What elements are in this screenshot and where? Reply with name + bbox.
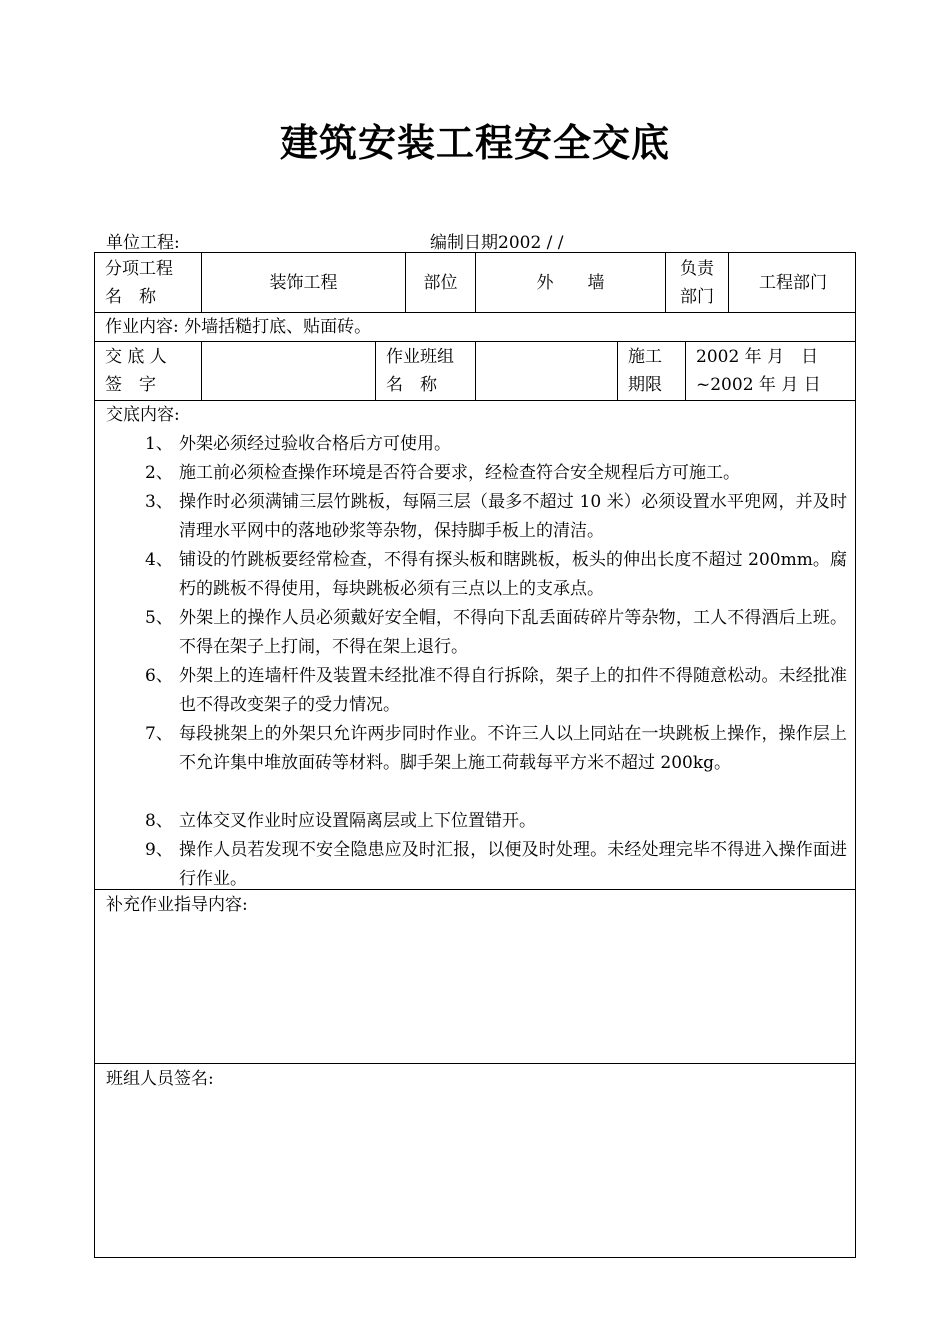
sub-project-label-line1: 分项工程 (105, 259, 173, 279)
work-team-label-line1: 作业班组 (386, 347, 454, 367)
position-label: 部位 (423, 272, 458, 293)
construction-period-label (618, 343, 685, 400)
briefing-item-number: 1、 (145, 434, 173, 454)
briefing-item-number: 7、 (145, 724, 173, 744)
construction-period-end: ~2002 年 月 日 (696, 375, 821, 395)
construction-period-label-line2: 期限 (628, 375, 662, 395)
document-title: 建筑安装工程安全交底 (279, 120, 670, 165)
briefing-item-text: 外架上的连墙杆件及装置未经批准不得自行拆除，架子上的扣件不得随意松动。未经批准也不得改变架子的受力情况。 (179, 666, 847, 715)
row-divider (95, 1063, 855, 1064)
responsible-dept-value: 工程部门 (759, 272, 827, 293)
unit-project-label: 单位工程: (106, 233, 180, 253)
signer-label-line1: 交 底 人 (105, 347, 167, 367)
team-signature-label: 班组人员签名: (106, 1069, 214, 1089)
construction-period-start: 2002 年 月 日 (696, 347, 819, 367)
compile-date (430, 228, 564, 253)
compile-date-value: 2002 / / (498, 233, 564, 253)
briefing-item-text: 外架上的操作人员必须戴好安全帽，不得向下乱丢面砖碎片等杂物，工人不得酒后上班。不得在架子上打闹，不得在架上退行。 (179, 608, 847, 657)
responsible-dept-label-line1: 负责 (680, 259, 714, 279)
supplement-field[interactable] (95, 919, 857, 1063)
briefing-item-text: 操作时必须满铺三层竹跳板，每隔三层（最多不超过 10 米）必须设置水平兜网，并及时清理水平网中的落地砂浆等杂物，保持脚手板上的清洁。 (179, 492, 847, 541)
signer-signature-field[interactable] (202, 342, 375, 400)
row-divider (95, 400, 855, 401)
construction-period-label-line1: 施工 (628, 347, 662, 367)
briefing-item-text: 立体交叉作业时应设置隔离层或上下位置错开。 (179, 811, 536, 831)
briefing-item-number: 4、 (145, 550, 173, 570)
team-signature-field[interactable] (95, 1093, 857, 1257)
briefing-item-text: 施工前必须检查操作环境是否符合要求，经检查符合安全规程后方可施工。 (179, 463, 740, 483)
safety-briefing-form (94, 252, 856, 1258)
briefing-item-text: 操作人员若发现不安全隐患应及时汇报，以便及时处理。未经处理完毕不得进入操作面进行作业。 (179, 840, 847, 889)
responsible-dept-label-line2: 部门 (680, 287, 714, 307)
compile-date-label: 编制日期 (430, 233, 498, 253)
briefing-item-text: 铺设的竹跳板要经常检查，不得有探头板和瞎跳板，板头的伸出长度不超过 200mm。腐朽的跳板不得使用，每块跳板必须有三点以上的支承点。 (179, 550, 847, 599)
briefing-item-number: 9、 (145, 840, 173, 860)
briefing-item-number: 8、 (145, 811, 173, 831)
position-value: 外 墙 (536, 272, 605, 293)
sub-project-label (95, 255, 201, 312)
briefing-item-number: 3、 (145, 492, 173, 512)
briefing-item-number: 6、 (145, 666, 173, 686)
briefing-item-number: 2、 (145, 463, 173, 483)
construction-period-value (686, 343, 857, 400)
sub-project-label-line2: 名 称 (105, 287, 156, 307)
work-team-value-field[interactable] (476, 342, 617, 400)
responsible-dept-label (666, 255, 728, 312)
signer-label (95, 343, 201, 400)
briefing-item-text: 每段挑架上的外架只允许两步同时作业。不许三人以上同站在一块跳板上操作，操作层上不允许集中堆放面砖等材料。脚手架上施工荷载每平方米不超过 200kg。 (179, 724, 847, 773)
sub-project-value: 装饰工程 (269, 272, 338, 293)
briefing-item-number: 5、 (145, 608, 173, 628)
briefing-heading: 交底内容: (106, 405, 180, 425)
briefing-item-text: 外架必须经过验收合格后方可使用。 (179, 434, 451, 454)
signer-label-line2: 签 字 (105, 375, 156, 395)
work-content: 作业内容: 外墙括糙打底、贴面砖。 (105, 317, 372, 337)
work-team-label-line2: 名 称 (386, 375, 437, 395)
supplement-label: 补充作业指导内容: (106, 895, 248, 915)
work-team-label (376, 343, 475, 400)
